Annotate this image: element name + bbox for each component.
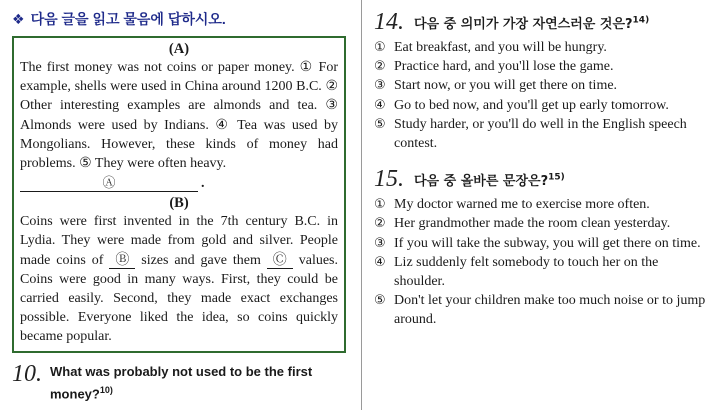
question-15-ref: 15) (548, 172, 565, 183)
right-column (374, 8, 712, 330)
option-number-icon: ③ (374, 235, 386, 251)
instruction (12, 8, 348, 30)
question-14-options (374, 38, 712, 153)
question-15-header (374, 165, 712, 193)
blank-a-label: Ⓐ (20, 175, 198, 192)
question-14-option-2[interactable] (374, 57, 712, 76)
passage-b-title: (B) (169, 195, 189, 212)
option-text: My doctor warned me to exercise more often. (394, 197, 650, 213)
question-15-text (414, 170, 565, 189)
question-14-ref: 14) (632, 15, 650, 26)
option-number-icon: ② (374, 216, 386, 232)
blank-a-line (20, 173, 338, 192)
question-15-options (374, 195, 712, 329)
question-15-option-4[interactable] (374, 253, 712, 291)
question-14-option-3[interactable] (374, 76, 712, 95)
question-15-option-5[interactable] (374, 291, 712, 329)
option-text: Her grandmother made the room clean yesterday. (394, 216, 671, 232)
option-text: Start now, or you will get there on time. (394, 78, 618, 94)
option-text: Study harder, or you'll do well in the English speech contest. (394, 116, 687, 152)
question-14-number: 14. (374, 9, 404, 35)
question-14-header (374, 8, 712, 36)
option-text: Don't let your children make too much noise or to jump around. (394, 293, 706, 328)
left-column (12, 8, 348, 403)
question-14 (374, 8, 712, 153)
question-15-number: 15. (374, 166, 404, 193)
diamond-bullet-icon: ❖ (12, 11, 25, 27)
question-14-stem: 다음 중 의미가 가장 자연스러운 것은? (414, 16, 633, 32)
question-15-option-3[interactable] (374, 234, 712, 253)
question-14-option-1[interactable] (374, 38, 712, 57)
passage-box (12, 36, 346, 353)
question-15-option-1[interactable] (374, 195, 712, 214)
option-text: Eat breakfast, and you will be hungry. (394, 40, 607, 55)
question-10-ref: 10) (99, 384, 113, 395)
instruction-text: 다음 글을 읽고 물음에 답하시오. (30, 11, 226, 27)
blank-c: Ⓒ (267, 253, 293, 269)
blank-a-period: . (201, 176, 205, 192)
question-10-number: 10. (12, 360, 42, 387)
option-number-icon: ⑤ (374, 293, 386, 309)
passage-b-text-1: Coins were first invented in the 7th century B.C. in Lydia. They were made from gold and silver. People made coins of (20, 214, 338, 268)
option-number-icon: ① (374, 40, 386, 55)
passage-a-title: (A) (168, 41, 190, 57)
passage-b-text-2: sizes and gave them (135, 252, 267, 268)
passage-b-text (20, 212, 338, 346)
question-10-text (50, 361, 348, 403)
option-text: Liz suddenly felt somebody to touch her on the shoulder. (394, 254, 659, 290)
option-text: Go to bed now, and you'll get up early tomorrow. (394, 97, 669, 113)
column-divider (361, 0, 362, 410)
question-15-option-2[interactable] (374, 214, 712, 233)
option-number-icon: ④ (374, 254, 386, 270)
question-14-option-4[interactable] (374, 96, 712, 115)
option-number-icon: ② (374, 59, 386, 75)
option-number-icon: ④ (374, 97, 386, 113)
question-14-option-5[interactable] (374, 115, 712, 153)
option-text: If you will take the subway, you will get there on time. (394, 235, 701, 251)
option-number-icon: ③ (374, 78, 386, 94)
passage-a-text: The first money was not coins or paper money. ① For example, shells were used in China around 1200 B.C. ② Other interesting examples are almonds and tea. ③ Almonds were used by Indians. ④ Tea was used by Mongolians. However, these kinds of money had problems. ⑤ They were often heavy. (20, 60, 338, 172)
passage-b-text-3: values. Coins were good in many ways. First, they could be carried easily. Second, they made exact exchanges possible. Everyone liked the idea, so coins quickly became popular. (20, 252, 338, 345)
question-15-stem: 다음 중 올바른 문장은? (414, 173, 549, 189)
option-number-icon: ⑤ (374, 116, 386, 132)
option-text: Practice hard, and you'll lose the game. (394, 59, 614, 75)
blank-b: Ⓑ (109, 253, 135, 269)
option-number-icon: ① (374, 197, 386, 213)
question-10 (12, 361, 348, 403)
question-10-stem: What was probably not used to be the first money? (50, 363, 313, 401)
question-15 (374, 165, 712, 329)
question-14-text (414, 13, 649, 32)
